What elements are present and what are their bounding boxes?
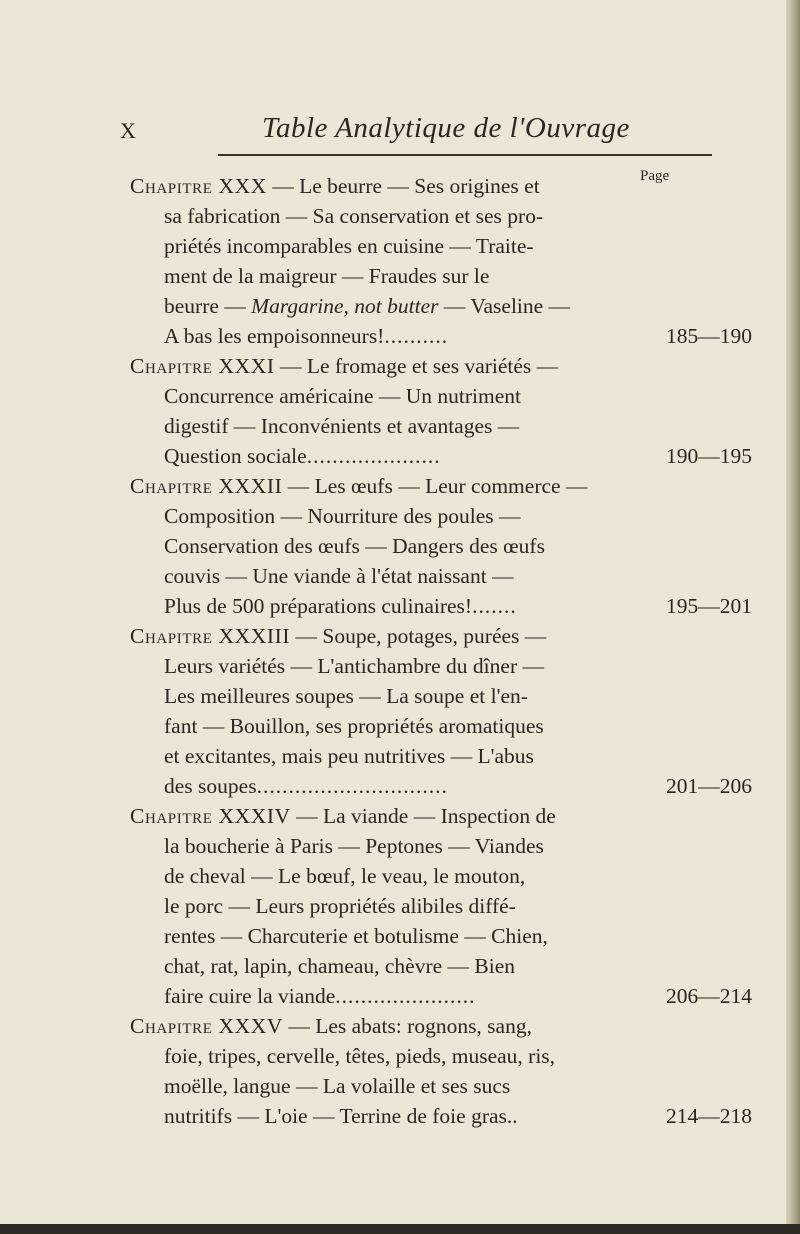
- toc-entry-line: [130, 1012, 532, 1040]
- page-range: 201—206: [666, 774, 752, 798]
- chapter-heading: Chapitre XXXII: [130, 474, 283, 498]
- toc-entry-line: ment de la maigreur — Fraudes sur le: [164, 264, 490, 288]
- chapter-heading: Chapitre XXXIV: [130, 804, 291, 828]
- leader-dots: ......................: [335, 984, 476, 1008]
- entry-text: — Soupe, potages, purées —: [290, 624, 547, 648]
- toc-entry-line: le porc — Leurs propriétés alibiles diffé-: [164, 894, 516, 918]
- toc-entry-line: Les meilleures soupes — La soupe et l'en-: [164, 684, 528, 708]
- leader-dots: .....................: [306, 444, 441, 468]
- entry-text: — Le fromage et ses variétés —: [274, 354, 559, 378]
- toc-entry-line: et excitantes, mais peu nutritives — L'abus: [164, 744, 534, 768]
- chapter-heading: Chapitre XXX: [130, 174, 267, 198]
- toc-entry-line: couvis — Une viande à l'état naissant —: [164, 564, 514, 588]
- toc-entry-line: [164, 982, 476, 1010]
- entry-text: A bas les empoisonneurs!: [164, 324, 385, 348]
- toc-entry-line: [164, 292, 570, 320]
- toc-entry-line: moëlle, langue — La volaille et ses sucs: [164, 1074, 511, 1098]
- page-range: 195—201: [666, 594, 752, 618]
- scan-bottom-edge: [0, 1224, 800, 1234]
- toc-entry-line: [164, 592, 517, 620]
- toc-entry-line: fant — Bouillon, ses propriétés aromatiques: [164, 714, 544, 738]
- italic-phrase: Margarine, not butter: [251, 294, 439, 318]
- toc-entry-line: foie, tripes, cervelle, têtes, pieds, museau, ris,: [164, 1044, 556, 1068]
- entry-text: — La viande — Inspection de: [290, 804, 556, 828]
- toc-entry-line: rentes — Charcuterie et botulisme — Chien,: [164, 924, 548, 948]
- toc-entry-line: [164, 772, 448, 800]
- leader-dots: ..............................: [256, 774, 448, 798]
- toc-entry-line: [130, 172, 540, 200]
- page-column-label: Page: [640, 168, 670, 184]
- toc-entry-line: [130, 352, 558, 380]
- entry-text: des soupes: [164, 774, 257, 798]
- entry-text: Plus de 500 préparations culinaires!: [164, 594, 473, 618]
- toc-entry-line: [130, 472, 587, 500]
- entry-text: — Vaseline —: [438, 294, 571, 318]
- toc-entry-line: priétés incomparables en cuisine — Traite-: [164, 234, 534, 258]
- toc-entry-line: de cheval — Le bœuf, le veau, le mouton,: [164, 864, 526, 888]
- toc-entry-line: Leurs variétés — L'antichambre du dîner —: [164, 654, 544, 678]
- entry-text: — Les œufs — Leur commerce —: [282, 474, 588, 498]
- page-range: 185—190: [666, 324, 752, 348]
- page-range: 214—218: [666, 1104, 752, 1128]
- toc-entry-line: [164, 322, 448, 350]
- toc-entry-line: [130, 622, 546, 650]
- entry-text: beurre —: [164, 294, 252, 318]
- toc-entry-line: [164, 442, 441, 470]
- leader-dots: ..........: [384, 324, 449, 348]
- chapter-heading: Chapitre XXXIII: [130, 624, 291, 648]
- header-rule: [218, 154, 712, 156]
- toc-entry-line: [130, 802, 556, 830]
- entry-text: faire cuire la viande: [164, 984, 336, 1008]
- toc-entry-line: la boucherie à Paris — Peptones — Viandes: [164, 834, 544, 858]
- toc-entry-line: nutritifs — L'oie — Terrine de foie gras..: [164, 1104, 518, 1128]
- page-title: Table Analytique de l'Ouvrage: [262, 112, 630, 144]
- toc-entry-line: chat, rat, lapin, chameau, chèvre — Bien: [164, 954, 516, 978]
- page-edge-shadow: [786, 0, 800, 1234]
- entry-text: — Les abats: rognons, sang,: [282, 1014, 532, 1038]
- toc-entry-line: digestif — Inconvénients et avantages —: [164, 414, 520, 438]
- entry-text: — Le beurre — Ses origines et: [266, 174, 540, 198]
- leader-dots: .......: [472, 594, 517, 618]
- toc-entry-line: Composition — Nourriture des poules —: [164, 504, 521, 528]
- chapter-heading: Chapitre XXXI: [130, 354, 275, 378]
- page-range: 206—214: [666, 984, 752, 1008]
- page-number: X: [120, 118, 136, 143]
- chapter-heading: Chapitre XXXV: [130, 1014, 283, 1038]
- running-header: [0, 112, 800, 148]
- page-range: 190—195: [666, 444, 752, 468]
- toc-entry-line: Conservation des œufs — Dangers des œufs: [164, 534, 545, 558]
- entry-text: Question sociale: [164, 444, 307, 468]
- toc-entry-line: Concurrence américaine — Un nutriment: [164, 384, 521, 408]
- toc-entry-line: sa fabrication — Sa conservation et ses pro-: [164, 204, 544, 228]
